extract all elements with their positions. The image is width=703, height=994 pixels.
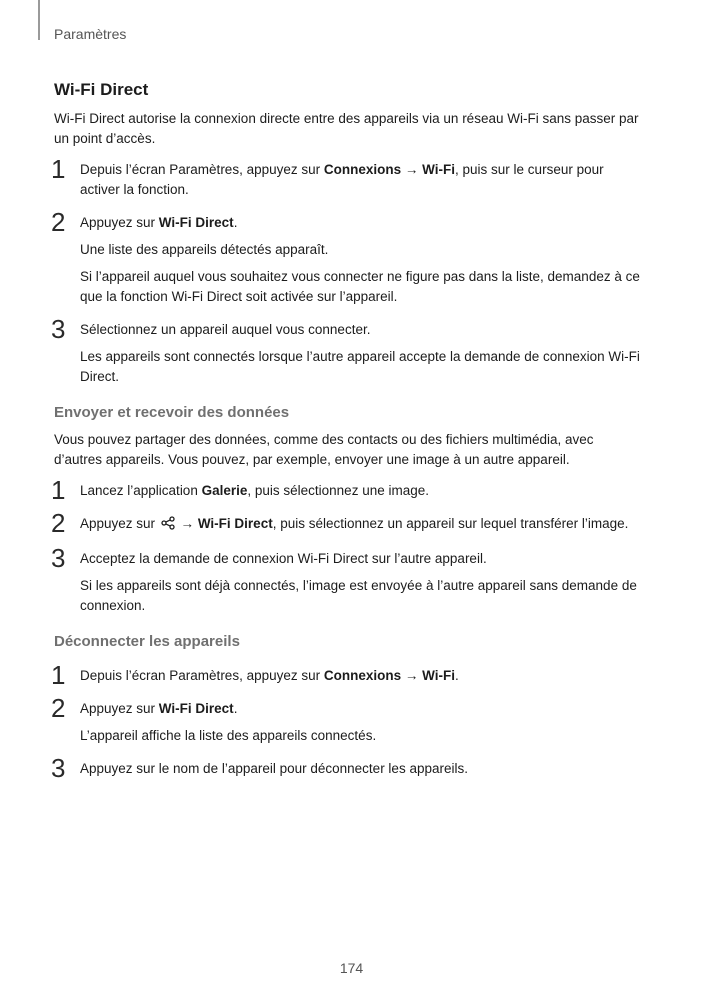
step-number: 1: [51, 660, 66, 690]
section-title-send-receive: Envoyer et recevoir des données: [54, 404, 290, 421]
step-item: [51, 543, 644, 616]
step-number: 3: [51, 753, 66, 783]
step-number: 3: [51, 543, 66, 573]
step-note: Une liste des appareils détectés apparaît.: [80, 242, 329, 257]
step-text: Acceptez la demande de connexion Wi-Fi Direct sur l’autre appareil.: [80, 551, 487, 566]
section-title-disconnect: Déconnecter les appareils: [54, 633, 240, 650]
step-number: 1: [51, 475, 66, 505]
step-item: [51, 693, 644, 746]
step-number: 1: [51, 154, 66, 184]
step-text: Appuyez sur le nom de l’appareil pour déconnecter les appareils.: [80, 761, 468, 776]
step-text: Lancez l’application Galerie, puis sélectionnez une image.: [80, 483, 429, 498]
step-number: 2: [51, 508, 66, 538]
step-item: [51, 314, 644, 387]
section-intro: Vous pouvez partager des données, comme des contacts ou des fichiers multimédia, avec d’autres appareils. Vous pouvez, par exemple, envoyer une image à un autre appareil.: [54, 432, 594, 467]
step-text: Depuis l’écran Paramètres, appuyez sur Connexions → Wi-Fi, puis sur le curseur pour activer la fonction.: [80, 162, 604, 197]
section-intro: Wi-Fi Direct autorise la connexion directe entre des appareils via un réseau Wi-Fi sans passer par un point d’accès.: [54, 111, 639, 146]
step-item: [51, 508, 644, 538]
step-text: Appuyez sur Wi-Fi Direct.: [80, 701, 238, 716]
step-item: [51, 475, 644, 505]
page-number: 174: [339, 960, 364, 976]
step-number: 2: [51, 207, 66, 237]
share-icon: [161, 516, 175, 536]
step-item: [51, 660, 644, 690]
header-title: Paramètres: [54, 26, 127, 42]
step-number: 2: [51, 693, 66, 723]
step-note: L’appareil affiche la liste des appareils connectés.: [80, 728, 377, 743]
page-content: [51, 80, 644, 783]
header-rule: [38, 0, 40, 40]
step-item: [51, 154, 644, 200]
step-item: [51, 207, 644, 307]
step-text: Sélectionnez un appareil auquel vous connecter.: [80, 322, 371, 337]
step-item: [51, 753, 644, 783]
step-note: Si les appareils sont déjà connectés, l’image est envoyée à l’autre appareil sans demande de connexion.: [80, 578, 637, 613]
step-text: Depuis l’écran Paramètres, appuyez sur Connexions → Wi-Fi.: [80, 668, 459, 683]
step-text: Appuyez sur → Wi-Fi Direct, puis sélectionnez un appareil sur lequel transférer l’image.: [80, 514, 644, 536]
section-title-wifi-direct: Wi-Fi Direct: [54, 80, 149, 99]
step-number: 3: [51, 314, 66, 344]
step-note: Les appareils sont connectés lorsque l’autre appareil accepte la demande de connexion Wi-Fi Direct.: [80, 349, 640, 384]
step-text: Appuyez sur Wi-Fi Direct.: [80, 215, 238, 230]
step-note: Si l’appareil auquel vous souhaitez vous connecter ne figure pas dans la liste, demandez à ce que la fonction Wi-Fi Direct soit activée sur l’appareil.: [80, 269, 640, 304]
